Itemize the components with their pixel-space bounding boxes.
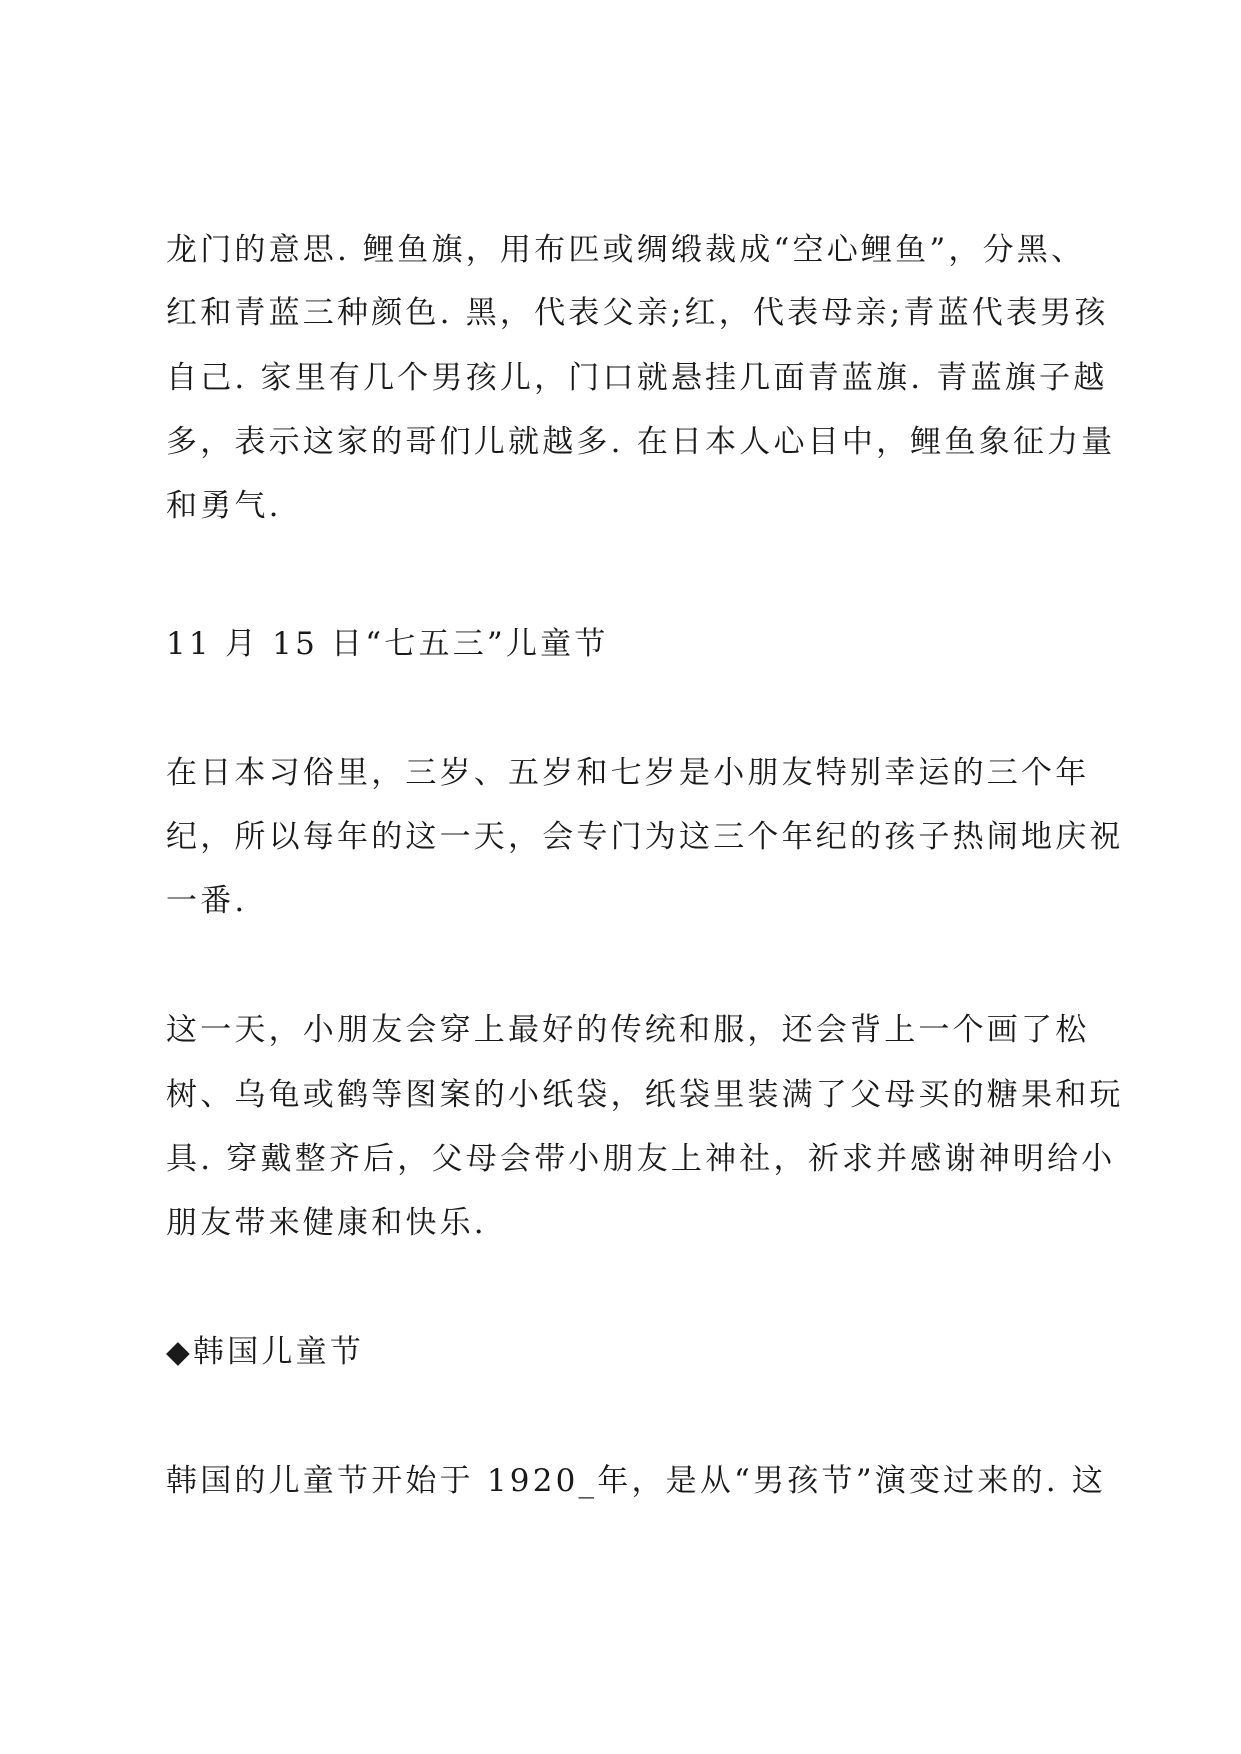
paragraph-line: 龙门的意思. 鲤鱼旗，用布匹或绸缎裁成“空心鲤鱼”，分黑、 <box>166 232 1086 268</box>
paragraph-line: 韩国的儿童节开始于 1920_年，是从“男孩节”演变过来的. 这 <box>166 1463 1107 1499</box>
paragraph-line: 和勇气. <box>166 488 282 524</box>
section-heading: ◆韩国儿童节 <box>166 1334 365 1370</box>
paragraph-line: 纪，所以每年的这一天，会专门为这三个年纪的孩子热闹地庆祝 <box>166 819 1124 855</box>
paragraph-line: 在日本习俗里，三岁、五岁和七岁是小朋友特别幸运的三个年 <box>166 755 1090 791</box>
paragraph-line: 树、乌龟或鹤等图案的小纸袋，纸袋里装满了父母买的糖果和玩 <box>166 1077 1124 1113</box>
paragraph-line: 多，表示这家的哥们儿就越多. 在日本人心目中，鲤鱼象征力量 <box>166 424 1116 460</box>
paragraph-line: 这一天，小朋友会穿上最好的传统和服，还会背上一个画了松 <box>166 1012 1090 1048</box>
section-heading: 11 月 15 日“七五三”儿童节 <box>166 626 609 662</box>
paragraph-line: 朋友带来健康和快乐. <box>166 1205 487 1241</box>
paragraph-line: 红和青蓝三种颜色. 黑，代表父亲;红，代表母亲;青蓝代表男孩 <box>166 295 1109 331</box>
paragraph-line: 一番. <box>166 883 248 919</box>
paragraph-line: 自己. 家里有几个男孩儿，门口就悬挂几面青蓝旗. 青蓝旗子越 <box>166 360 1108 396</box>
paragraph-line: 具. 穿戴整齐后，父母会带小朋友上神社，祈求并感谢神明给小 <box>166 1141 1116 1177</box>
